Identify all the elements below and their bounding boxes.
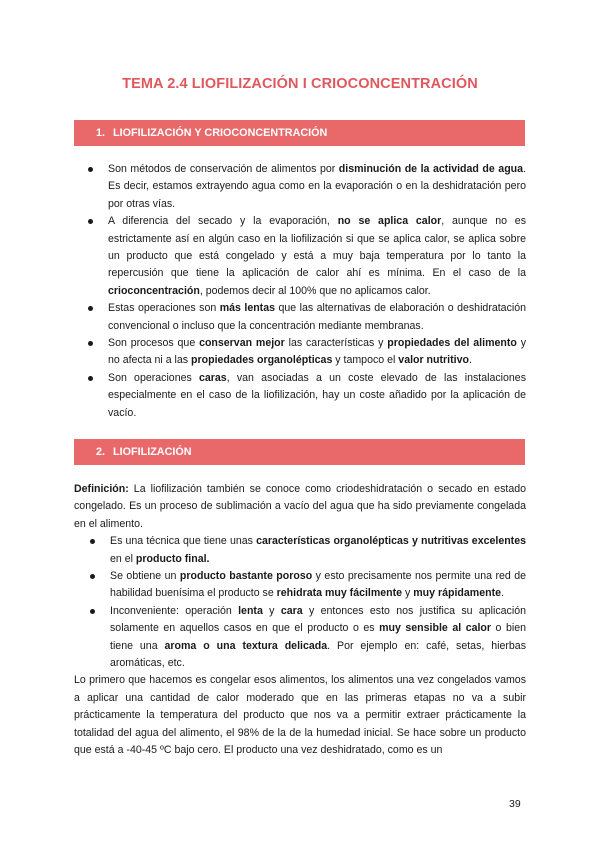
- list-item: Son procesos que conservan mejor las características y propiedades del alimento y no afecta ni a las propiedades organolépticas y tampoco el valor nutritivo.: [74, 335, 526, 370]
- section-2-header: [74, 439, 525, 465]
- section-1-bullet-list: [74, 161, 526, 422]
- section-2-number: 2.: [96, 446, 106, 458]
- list-item: A diferencia del secado y la evaporación, no se aplica calor, aunque no es estrictamente así en algún caso en la liofilización si que se aplica calor, se aplica sobre un producto que está congelado y está a muy baja temperatura por lo tanto la repercusión que tiene la aplicación de calor ahí es mínima. En el caso de la crioconcentración, podemos decir al 100% que no aplicamos calor.: [74, 213, 526, 300]
- list-item: Se obtiene un producto bastante poroso y esto precisamente nos permite una red de habilidad buenísima el producto se rehidrata muy fácilmente y muy rápidamente.: [74, 568, 526, 603]
- definition-label: Definición:: [74, 483, 129, 495]
- section-2-heading: LIOFILIZACIÓN: [113, 446, 192, 458]
- list-item: Estas operaciones son más lentas que las alternativas de elaboración o deshidratación convencional o incluso que la concentración mediante membranas.: [74, 300, 526, 335]
- list-item: Son métodos de conservación de alimentos por disminución de la actividad de agua. Es decir, estamos extrayendo agua como en la evaporación o en la deshidratación pero por otras vías.: [74, 161, 526, 213]
- list-item: Son operaciones caras, van asociadas a un coste elevado de las instalaciones especialmente en el caso de la liofilización, hay un coste añadido por la aplicación de vacío.: [74, 370, 526, 422]
- page-title: TEMA 2.4 LIOFILIZACIÓN I CRIOCONCENTRACIÓN: [122, 76, 478, 92]
- page-number: 39: [509, 798, 521, 810]
- section-1-heading: LIOFILIZACIÓN Y CRIOCONCENTRACIÓN: [113, 127, 328, 139]
- section-2-body: [74, 481, 526, 760]
- body-paragraph: Lo primero que hacemos es congelar esos alimentos, los alimentos una vez congelados vamos a aplicar una cantidad de calor moderado que en las primeras etapas no va a subir prácticamente la temperatura del producto que nos va a permitir extraer prácticamente la totalidad del agua del alimento, el 98% de la de la humedad inicial. Se hace sobre un producto que está a -40-45 ºC bajo cero. El producto una vez deshidratado, como es un: [74, 674, 526, 757]
- definition-paragraph: Definición: La liofilización también se conoce como criodeshidratación o secado en estado congelado. Es un proceso de sublimación a vacío del agua que ha sido previamente congelada en el alimento.: [74, 483, 526, 530]
- list-item: Es una técnica que tiene unas características organolépticas y nutritivas excelentes en el producto final.: [74, 533, 526, 568]
- section-1-number: 1.: [96, 127, 106, 139]
- list-item: Inconveniente: operación lenta y cara y entonces esto nos justifica su aplicación solamente en aquellos casos en que el producto o es muy sensible al calor o bien tiene una aroma o una textura delicada. Por ejemplo en: café, setas, hierbas aromáticas, etc.: [74, 603, 526, 673]
- section-1-header: [74, 120, 525, 146]
- section-2-bullet-list: [74, 533, 526, 672]
- section-1-body: [74, 161, 526, 422]
